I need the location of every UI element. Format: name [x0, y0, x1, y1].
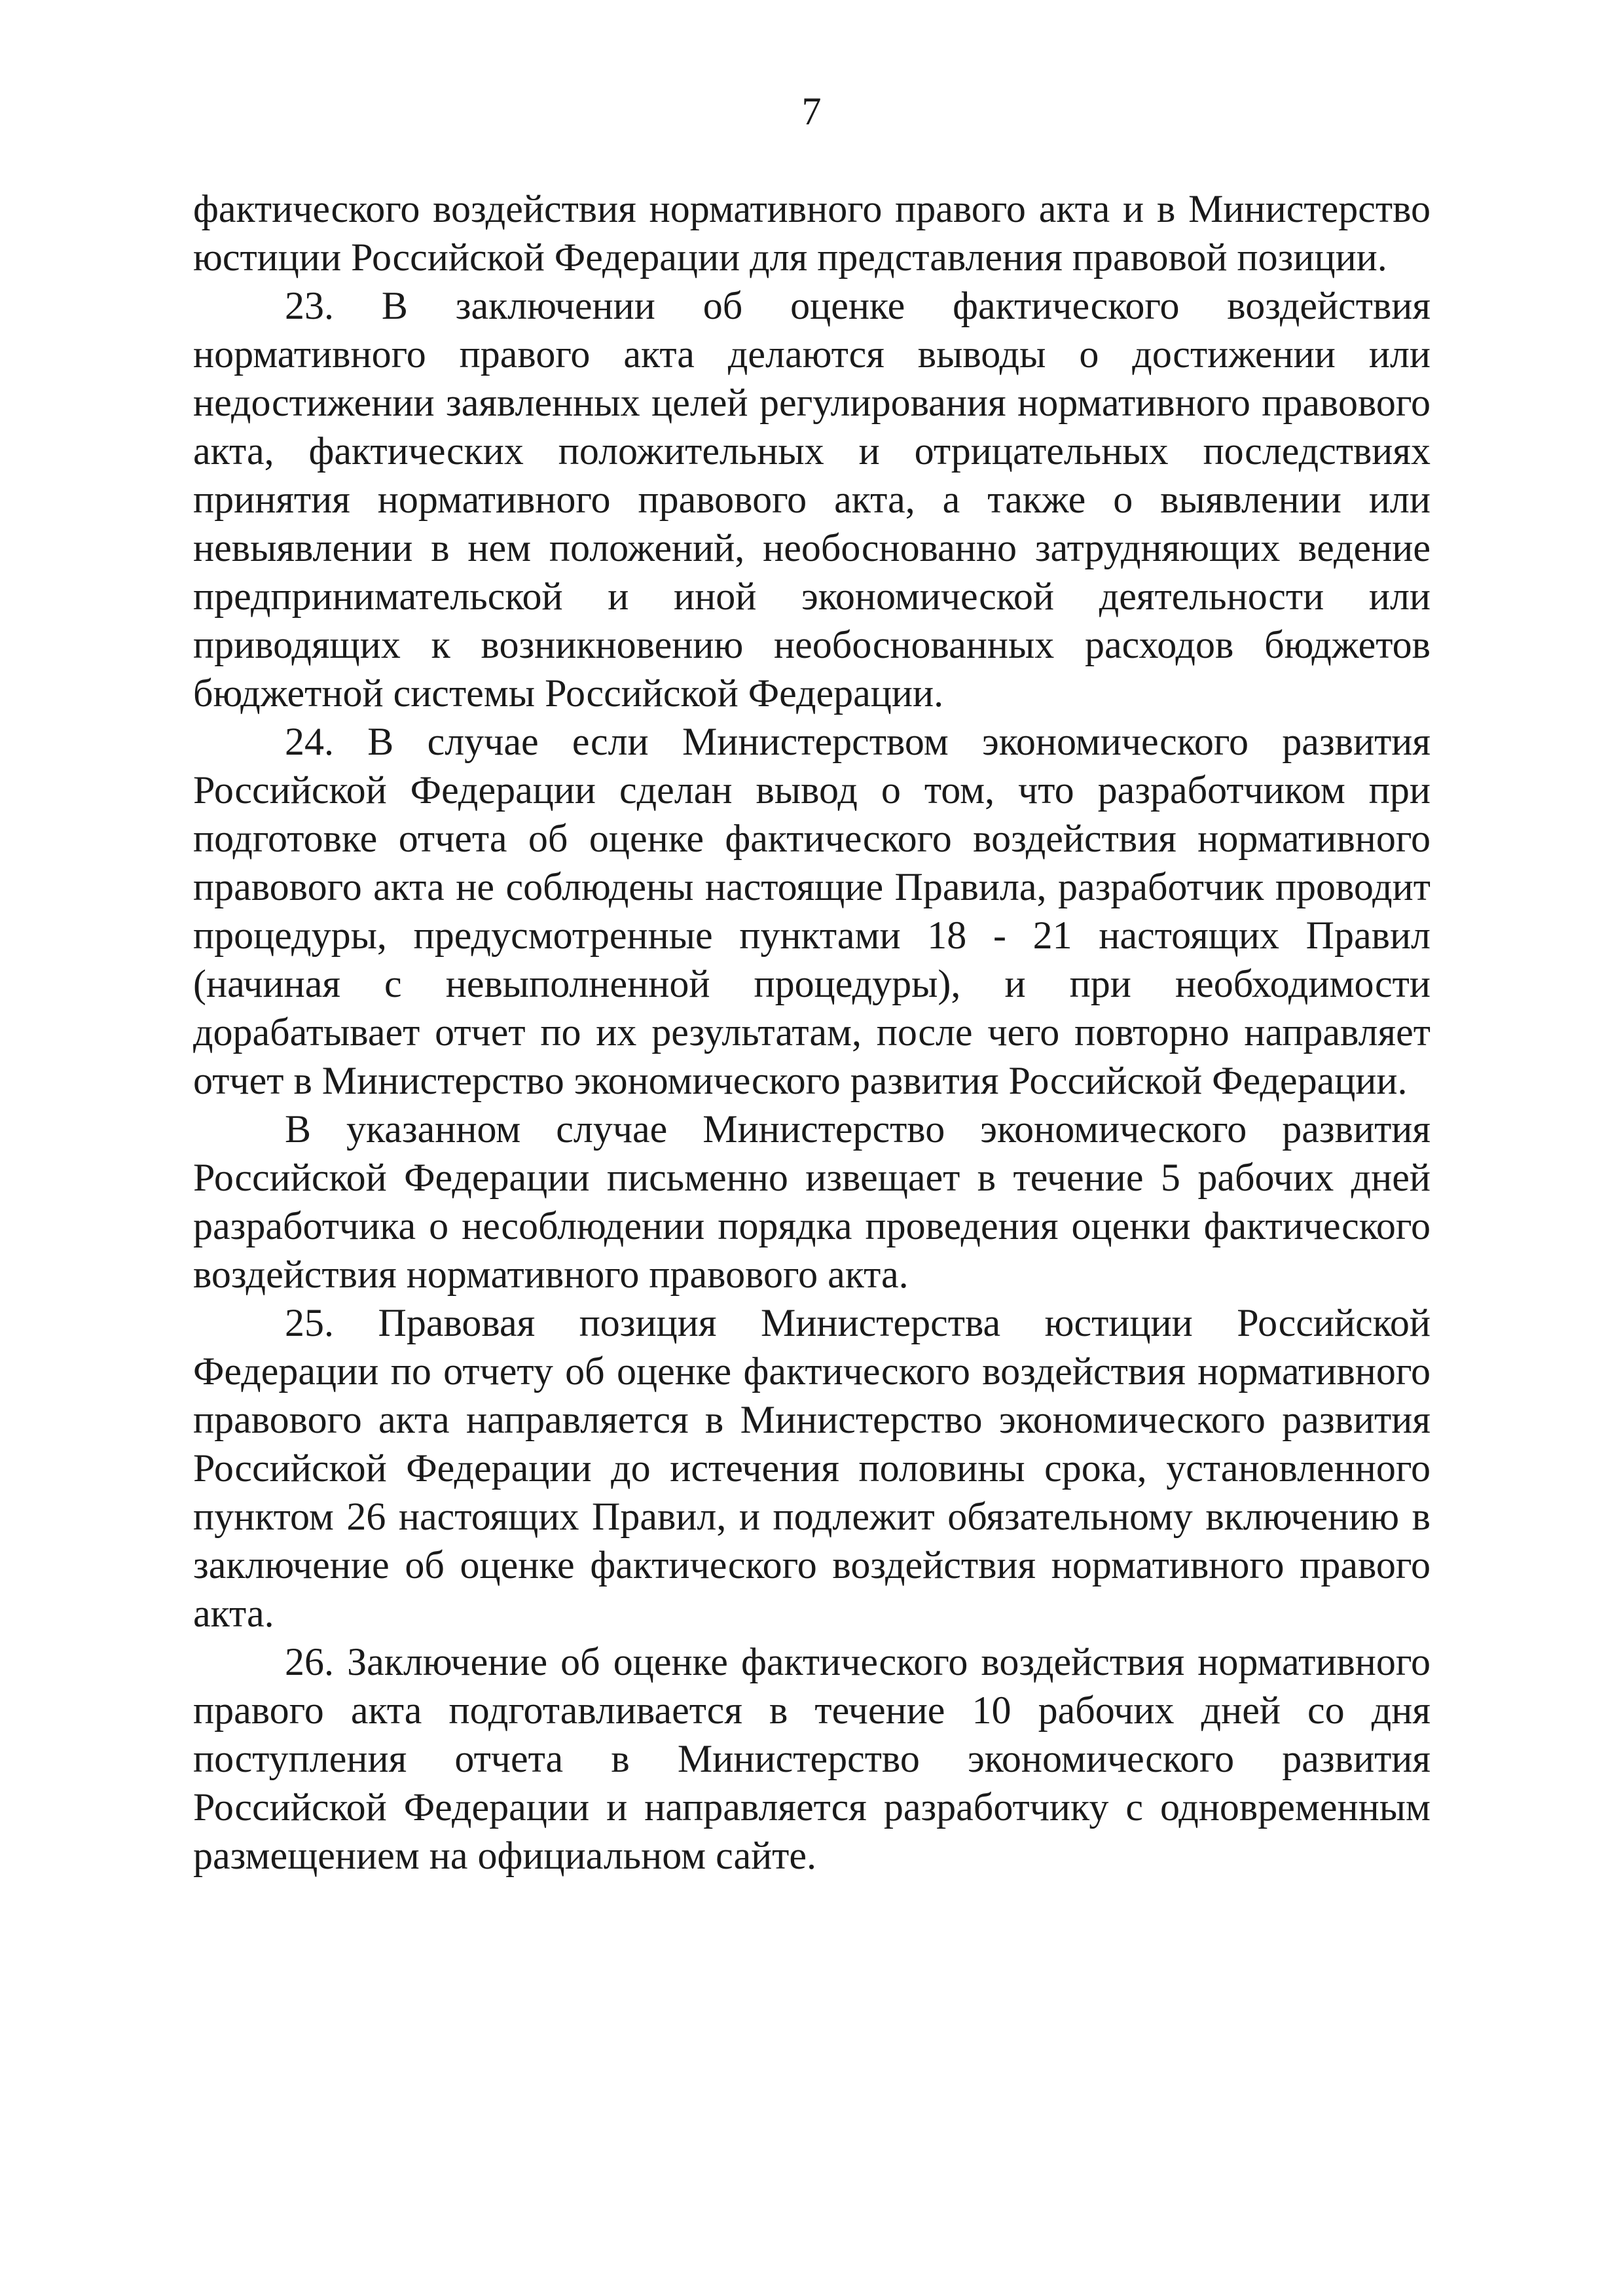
page-number: 7 — [801, 90, 822, 133]
paragraph-25: 25. Правовая позиция Министерства юстиции Российской Федерации по отчету об оценке фактического воздействия нормативного правового акта направляется в Министерство экономического развития Российской Федерации до истечения половины срока, установленного пунктом 26 настоящих Правил, и подлежит обязательному включению в заключение об оценке фактического воздействия нормативного правого акта. — [193, 1301, 1431, 1635]
paragraph-26: 26. Заключение об оценке фактического воздействия нормативного правого акта подготавливается в течение 10 рабочих дней со дня поступления отчета в Министерство экономического развития Российской Федерации и направляется разработчику с одновременным размещением на официальном сайте. — [193, 1640, 1431, 1877]
paragraph-24-continuation: В указанном случае Министерство экономического развития Российской Федерации письменно извещает в течение 5 рабочих дней разработчика о несоблюдении порядка проведения оценки фактического воздействия нормативного правового акта. — [193, 1107, 1431, 1296]
paragraph-23: 23. В заключении об оценке фактического воздействия нормативного правого акта делаются выводы о достижении или недостижении заявленных целей регулирования нормативного правового акта, фактических положительных и отрицательных последствиях принятия нормативного правового акта, а также о выявлении или невыявлении в нем положений, необоснованно затрудняющих ведение предпринимательской и иной экономической деятельности или приводящих к возникновению необоснованных расходов бюджетов бюджетной системы Российской Федерации. — [193, 284, 1431, 715]
document-body — [193, 185, 1431, 1880]
paragraph-24: 24. В случае если Министерством экономического развития Российской Федерации сделан вывод о том, что разработчиком при подготовке отчета об оценке фактического воздействия нормативного правового акта не соблюдены настоящие Правила, разработчик проводит процедуры, предусмотренные пунктами 18 - 21 настоящих Правил (начиная с невыполненной процедуры), и при необходимости дорабатывает отчет по их результатам, после чего повторно направляет отчет в Министерство экономического развития Российской Федерации. — [193, 720, 1431, 1102]
paragraph-continued: фактического воздействия нормативного правого акта и в Министерство юстиции Российской Федерации для представления правовой позиции. — [193, 187, 1431, 279]
